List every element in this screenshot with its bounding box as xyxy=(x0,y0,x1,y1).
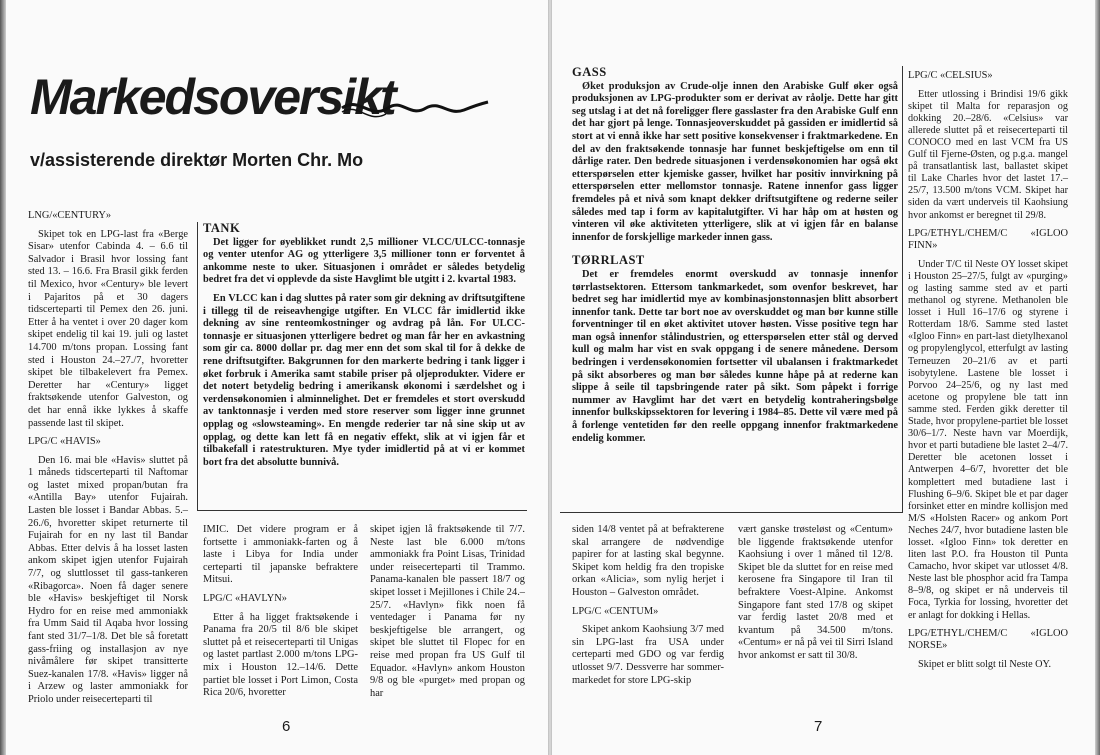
title-swoosh-icon xyxy=(340,86,490,126)
page-number-left: 6 xyxy=(282,718,291,735)
byline: v/assisterende direktør Morten Chr. Mo xyxy=(30,150,364,170)
paragraph-centum: Skipet ankom Kaohsiung 3/7 med sin LPG-last fra USA under certeparti med GDO og var ferdig utlosset 9/7. Dessverre har sommer-markedet for store LPG-skip xyxy=(572,624,724,686)
section-label-igloo-norse: LPG/ETHYL/CHEM/C «IGLOO NORSE» xyxy=(908,627,1068,652)
page-title: Markedsoversikt xyxy=(30,69,395,125)
paragraph-centum-cont: vært ganske trøsteløst og «Centum» ble liggende fraktsøkende utenfor Kaohsiung i over 1 måned til 12/8. Skipet ble da sluttet for en reise med kerosene fra Singapore til Iran til befraktere Voest-Alpine. Ankomst Singapore fant sted 17/8 og skipet var ferdig lastet 20/8 med et kvantum på 34.500 m/tons. «Centum» er nå på vei til Sirri Island hvor ankomst er satt til 30/8. xyxy=(738,524,893,661)
gass-box-right-rule xyxy=(902,66,903,512)
section-label-celsius: LPG/C «CELSIUS» xyxy=(908,70,993,81)
heading-tank: TANK xyxy=(203,221,241,235)
page-edge-right xyxy=(1095,0,1100,755)
paragraph-tank-1: Det ligger for øyeblikket rundt 2,5 millioner VLCC/ULCC-tonnasje og venter utenfor AG og ytterligere 3,5 millioner tonn er forventet å ankomme neste to uker. Situasjonen i området er således betydelig bedret fra det vi opplevde da siste Havglimt ble utgitt i 2. kvartal 1983. xyxy=(203,236,525,286)
page-right xyxy=(552,0,1100,755)
paragraph-gass: Øket produksjon av Crude-olje innen den Arabiske Gulf øker også produksjonen av LPG-produkter som er derivat av råolje. Dette har gitt seg utslag i at det nå foreligger flere gasslaster fra den Arabiske Gulf enn det har gjort på lenge. Tonnasjeoverskuddet på gassiden er imidlertid så stort at vi ennå ikke har sett positive konsekvenser i fraktmarkedene. En del av den fraktsøkende tonnasje har funnet beskjeftigelse om enn til dårlige rater. Den bedrede situasjonen i verdensøkonomien har også økt etterspørselen etter kjemiske gasser, hvilket har positiv innvirkning på etterspørselen etter mellomstor tonnasje. Ratene innenfor gass ligger fremdeles på et nivå som knapt dekker driftsutgiftene og rederne seiler således med tap i form av kapitalutgifter. Vi har håp om at høsten og vinteren vil øke aktiviteten ytterligere, slik at vi igjen får en balanse innenfor de forskjellige markeder innen gass. xyxy=(572,80,898,243)
section-label-havlyn: LPG/C «HAVLYN» xyxy=(203,592,287,604)
paragraph-imic: IMIC. Det videre program er å fortsette i ammoniakk-farten og å laste i Libya for India under certeparti til japanske befraktere Mitsui. xyxy=(203,524,358,586)
section-label-century: LNG/«CENTURY» xyxy=(28,210,112,221)
paragraph-torrlast: Det er fremdeles enormt overskudd av tonnasje innenfor tørrlastsektoren. Ettersom tankmarkedet, som ovenfor beskrevet, har bedret seg har imidlertid mye av kombinasjonstonnasjen blitt absorbert innenfor tank. Dette tar bort noe av overskuddet og man bør kunne stille forventninger til en øket aktivitet utover høsten. Visse positive tegn har man også innenfor stålindustrien, og etterspørselen etter stål og derved kull og malm har vist en svak oppgang i de senere månedene. Dersom bedringen i verdensøkonomien fortsetter vil ubalansen i fraktmarkedet på sikt absorberes og man bør således kunne håpe på at rederne kan slippe å seile til tapsbringende rater på sikt. Som påpekt i forrige nummer av Havglimt har det vært en betydelig kontraheringsbølge innenfor bulkskipssektoren for levering i 1984–85. Dette vil være med på å forlenge ventetiden før den reelle oppgang innenfor fraktmarkedene endelig kommer. xyxy=(572,268,898,444)
paragraph-havlyn-cont: skipet igjen lå fraktsøkende til 7/7. Neste last ble 6.000 m/tons ammoniakk fra Point Lisas, Trinidad under reisecerteparti til Trammo. Panama-kanalen ble passert 18/7 og skipet losset i Mejillones i Chile 24.–25/7. «Havlyn» fikk noen få ventedager i Panama før ny beskjeftigelse ble arrangert, og skipet ble sluttet til Flopec for en reise med propan fra US Gulf til Equador. «Havlyn» ankom Houston 9/8 og ble «purget» med propan og har xyxy=(370,524,525,699)
gass-section xyxy=(572,66,898,451)
tank-box-left-rule xyxy=(197,222,198,510)
column-left-3 xyxy=(370,524,525,706)
paragraph-igloo-finn: Under T/C til Neste OY losset skipet i Houston 25–27/5, fulgt av «purging» og lasting samme sted av et parti methanol og styrene. Methanolen ble losset i Hull 16–17/6 og styrene i Rotterdam 18/6. Samme sted lastet «Igloo Finn» en part-last dietylhexanol og propylenglycol, etterfulgt av lasting Terneuzen 20–21/6 av et parti isobytylene. Lastene ble losset i Porvoo 24–25/6, og ny last med acetone og propylene ble tatt inn samme sted. Ferden gikk deretter til Stade, hvor propylene-partiet ble losset 30/6–1/7. Neste havn var Moerdijk, hvor et parti butadiene ble lastet 2–4/7. Deretter ble acetonen losset i Antwerpen 4–6/7, hvoretter det ble komplettert med butadiene last i Flushing 6–9/6. Skipet ble et par dager forsinket etter en mindre kollisjon med M/S «Holsten Racer» og ankom Port Neches 24/7, hvor butadiene lasten ble losset. «Igloo Finn» tok deretter en liten last P.O. fra Houston til Punta Camacho, hvor skipet var utlosset 4/8. Neste last ble phosphor acid fra Tampa 8–9/8, og skipet er nå underveis til Foca, Tyrkia for lossing, hvoretter det er anlagt for dokking i Hellas. xyxy=(908,258,1068,621)
page-left xyxy=(0,0,548,755)
paragraph-havis: Den 16. mai ble «Havis» sluttet på 1 måneds tidscerteparti til Naftomar og lastet mixed propan/butan fra «Antilla Bay» utenfor Fujairah. Lasten ble losset i Bandar Abbas. 5.–26./6, hvoretter skipet returnerte til Fujairah for en ny last til Bandar Abbas. Etter delvis å ha losset lasten ankom skipet igjen utenfor Fujairah 7/7, og sluttlosset til gass-tankeren «Ribagorca». Noen få dager senere ble «Havis» beskjeftiget til Norsk Hydro for en reise med ammoniakk fra Umm Said til Aqaba hvor lossing fant sted 31/7–1/8. Det ble så foretatt gass-friing og installasjon av nye nivåmålere før skipet transitterte Suez-kanalen 17/8. «Havis» ligger nå i Arzew og laster ammoniakk for Priolo under reisecerteparti til xyxy=(28,454,188,705)
paragraph-celsius: Etter utlossing i Brindisi 19/6 gikk skipet til Malta for reparasjon og dokking 20.–28/6. «Celsius» var allerede sluttet på et reisecerteparti til CONOCO med en last VCM fra US Gulf til Fjerne-Østen, og p.g.a. mangel på transatlantisk last, ballastet skipet til Lake Charles hvor det lastet 17.–25/7, 13.500 m/tons VCM. Skipet har siden da vært underveis til Kaohsiung hvor ankomst er beregnet til 29/8. xyxy=(908,88,1068,221)
page-number-right: 7 xyxy=(814,718,823,735)
column-right-2 xyxy=(738,524,893,669)
paragraph-century: Skipet tok en LPG-last fra «Berge Sisar» utenfor Cabinda 4. – 6.6 til Salvador i Brasil hvor lossing fant sted 13. – 16.6. Fra Brasil gikk ferden til Mexico, hvor «Century» ble levert i Pajaritos på et 30 dagers tidscerteparti til Pemex den 26. juni. Etter å ha ventet i over 20 dager kom skipet endelig til kai 19. juli og lastet 14.700 m/tons propan. Lossing fant sted i Houston 24.–27./7, hvoretter skipet ble tilbakelevert fra Pemex. Deretter har «Century» ligget fraktsøkende utenfor Galveston, og det har ennå ikke lykkes å skaffe passende last til skipet. xyxy=(28,228,188,429)
column-right-3 xyxy=(908,70,1068,677)
page-edge-left xyxy=(0,0,6,755)
column-left-2 xyxy=(203,524,358,706)
heading-torrlast: TØRRLAST xyxy=(572,253,645,268)
heading-gass: GASS xyxy=(572,65,607,79)
paragraph-tank-2: En VLCC kan i dag sluttes på rater som gir dekning av driftsutgiftene i tillegg til de reiseavhengige utgifter. En VLCC får imidlertid ikke dekning av sine renteomkostninger og avdrag på lån. For ULCC-tonnasje er situasjonen ytterligere bedret og man får her en avkastning som gir ca. 8000 dollar pr. dag mer enn det som skal til for å dekke de rene driftsutgifter. Bakgrunnen for den markerte bedring i tank ligger i øket forbruk i Amerika samt stabile priser på oljeprodukter. Videre er det notert betydelig bedring i amerikansk økonomi i særdelshet og i verdensøkonomien i alminnelighet. Det er fremdeles et stort overskudd av tanktonnasje i verden med store reserver som ligger inne grunnet opplag og «slowsteaming». En mengde rederier tar nå sine skip ut av opplag, og dette kan lett få en negativ effekt, slik at vi igjen får et tilbakefall i ratestrukturen. Mye tyder imidlertid på at vi er kommet bort fra det absolutte bunnivå. xyxy=(203,292,525,468)
column-right-1 xyxy=(572,524,724,693)
gass-box-bottom-rule xyxy=(560,512,903,513)
paragraph-havlyn-end: siden 14/8 ventet på at befrakterene skal arrangere de nødvendige papirer for at lasting skal begynne. Skipet kom heldig fra den tropiske orkan «Alicia», som nylig herjet i Houston – Galveston området. xyxy=(572,524,724,598)
tank-section xyxy=(203,222,525,475)
paragraph-havlyn: Etter å ha ligget fraktsøkende i Panama fra 20/5 til 8/6 ble skipet sluttet på et reisecerteparti til Unigas og lastet partlast 2.000 m/tons LPG-mix i Houston 12.–14/6. Dette partiet ble losset i Port Limon, Costa Rica 20/6, hvoretter xyxy=(203,611,358,699)
column-left-1 xyxy=(28,210,188,713)
section-label-centum: LPG/C «CENTUM» xyxy=(572,605,659,617)
section-label-igloo-finn: LPG/ETHYL/CHEM/C «IGLOO FINN» xyxy=(908,227,1068,252)
tank-box-bottom-rule xyxy=(197,510,527,511)
paragraph-igloo-norse: Skipet er blitt solgt til Neste OY. xyxy=(918,658,1052,670)
section-label-havis: LPG/C «HAVIS» xyxy=(28,436,101,448)
